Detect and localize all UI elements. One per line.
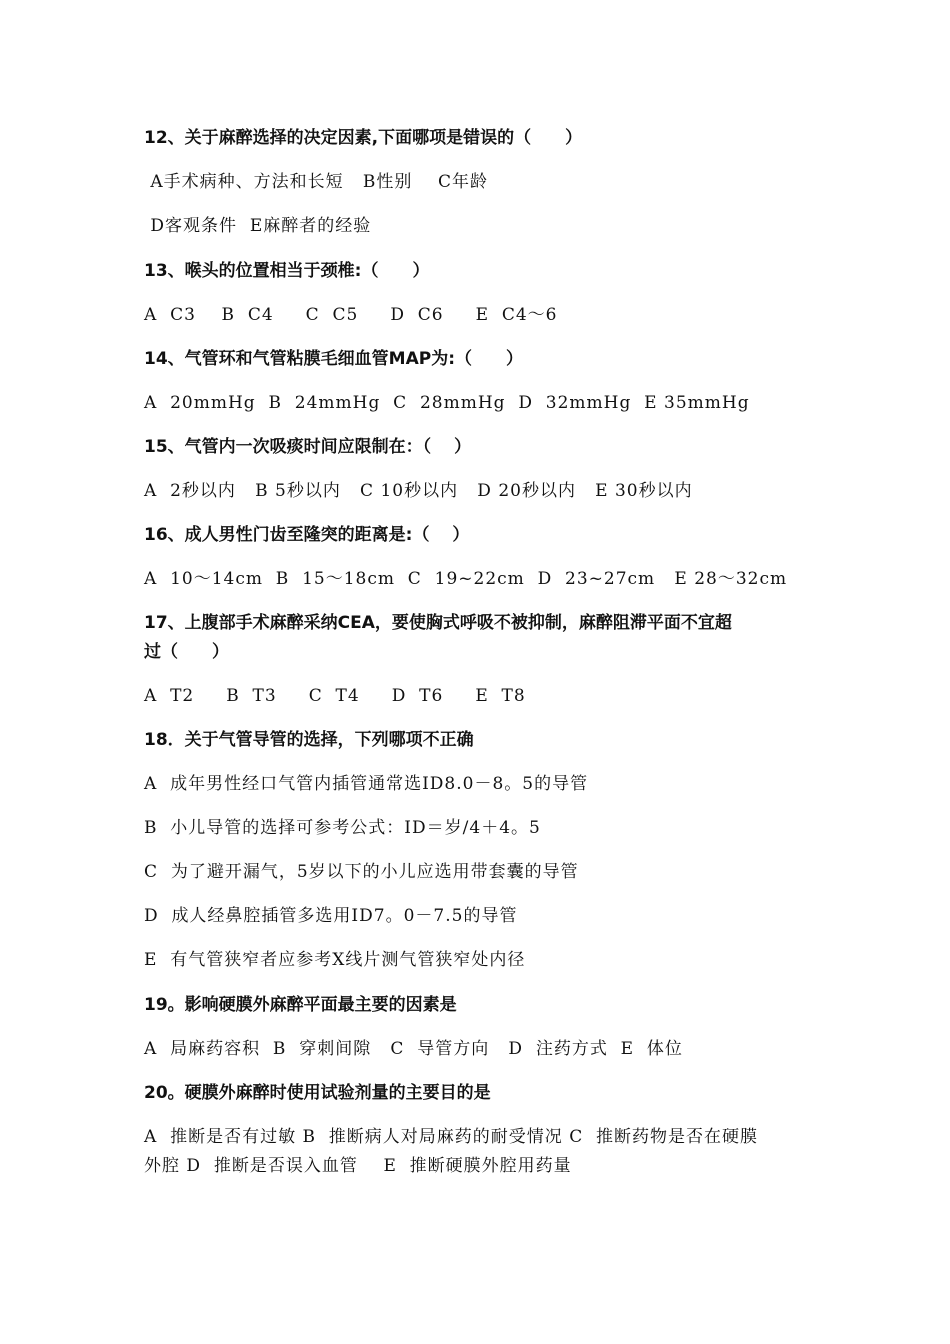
option-18-a: A 成年男性经口气管内插管通常选ID8.0－8。5的导管 — [144, 774, 589, 794]
options-17: A T2 B T3 C T4 D T6 E T8 — [144, 686, 526, 706]
option-18-c: C 为了避开漏气，5岁以下的小儿应选用带套囊的导管 — [144, 862, 579, 882]
options-16: A 10～14cm B 15～18cm C 19~22cm D 23~27cm E 28～32cm — [144, 569, 788, 589]
question-13: 13、喉头的位置相当于颈椎:（ ） — [144, 261, 430, 281]
question-12: 12、关于麻醉选择的决定因素,下面哪项是错误的（ ） — [144, 128, 583, 148]
options-14: A 20mmHg B 24mmHg C 28mmHg D 32mmHg E 35mmHg — [144, 393, 750, 413]
option-18-d: D 成人经鼻腔插管多选用ID7。0－7.5的导管 — [144, 906, 518, 926]
question-19: 19。影响硬膜外麻醉平面最主要的因素是 — [144, 995, 457, 1015]
question-18: 18．关于气管导管的选择，下列哪项不正确 — [144, 730, 474, 750]
options-20-line2: 外腔 D 推断是否误入血管 E 推断硬膜外腔用药量 — [144, 1156, 572, 1176]
question-17-line2: 过（ ） — [144, 642, 229, 662]
question-17-line1: 17、上腹部手术麻醉采纳CEA，要使胸式呼吸不被抑制，麻醉阻滞平面不宜超 — [144, 613, 732, 633]
options-12-line1: A手术病种、方法和长短 B性别 C年龄 — [144, 172, 489, 192]
question-14: 14、气管环和气管粘膜毛细血管MAP为:（ ） — [144, 349, 523, 369]
question-15: 15、气管内一次吸痰时间应限制在：（ ） — [144, 437, 472, 457]
options-13: A C3 B C4 C C5 D C6 E C4～6 — [144, 305, 558, 325]
question-20: 20。硬膜外麻醉时使用试验剂量的主要目的是 — [144, 1083, 491, 1103]
option-18-e: E 有气管狭窄者应参考X线片测气管狭窄处内径 — [144, 950, 526, 970]
options-20-line1: A 推断是否有过敏 B 推断病人对局麻药的耐受情况 C 推断药物是否在硬膜 — [144, 1127, 759, 1147]
option-18-b: B 小儿导管的选择可参考公式：ID＝岁/4＋4。5 — [144, 818, 541, 838]
question-16: 16、成人男性门齿至隆突的距离是:（ ） — [144, 525, 470, 545]
options-12-line2: D客观条件 E麻醉者的经验 — [144, 216, 372, 236]
options-15: A 2秒以内 B 5秒以内 C 10秒以内 D 20秒以内 E 30秒以内 — [144, 481, 693, 501]
options-19: A 局麻药容积 B 穿刺间隙 C 导管方向 D 注药方式 E 体位 — [144, 1039, 683, 1059]
